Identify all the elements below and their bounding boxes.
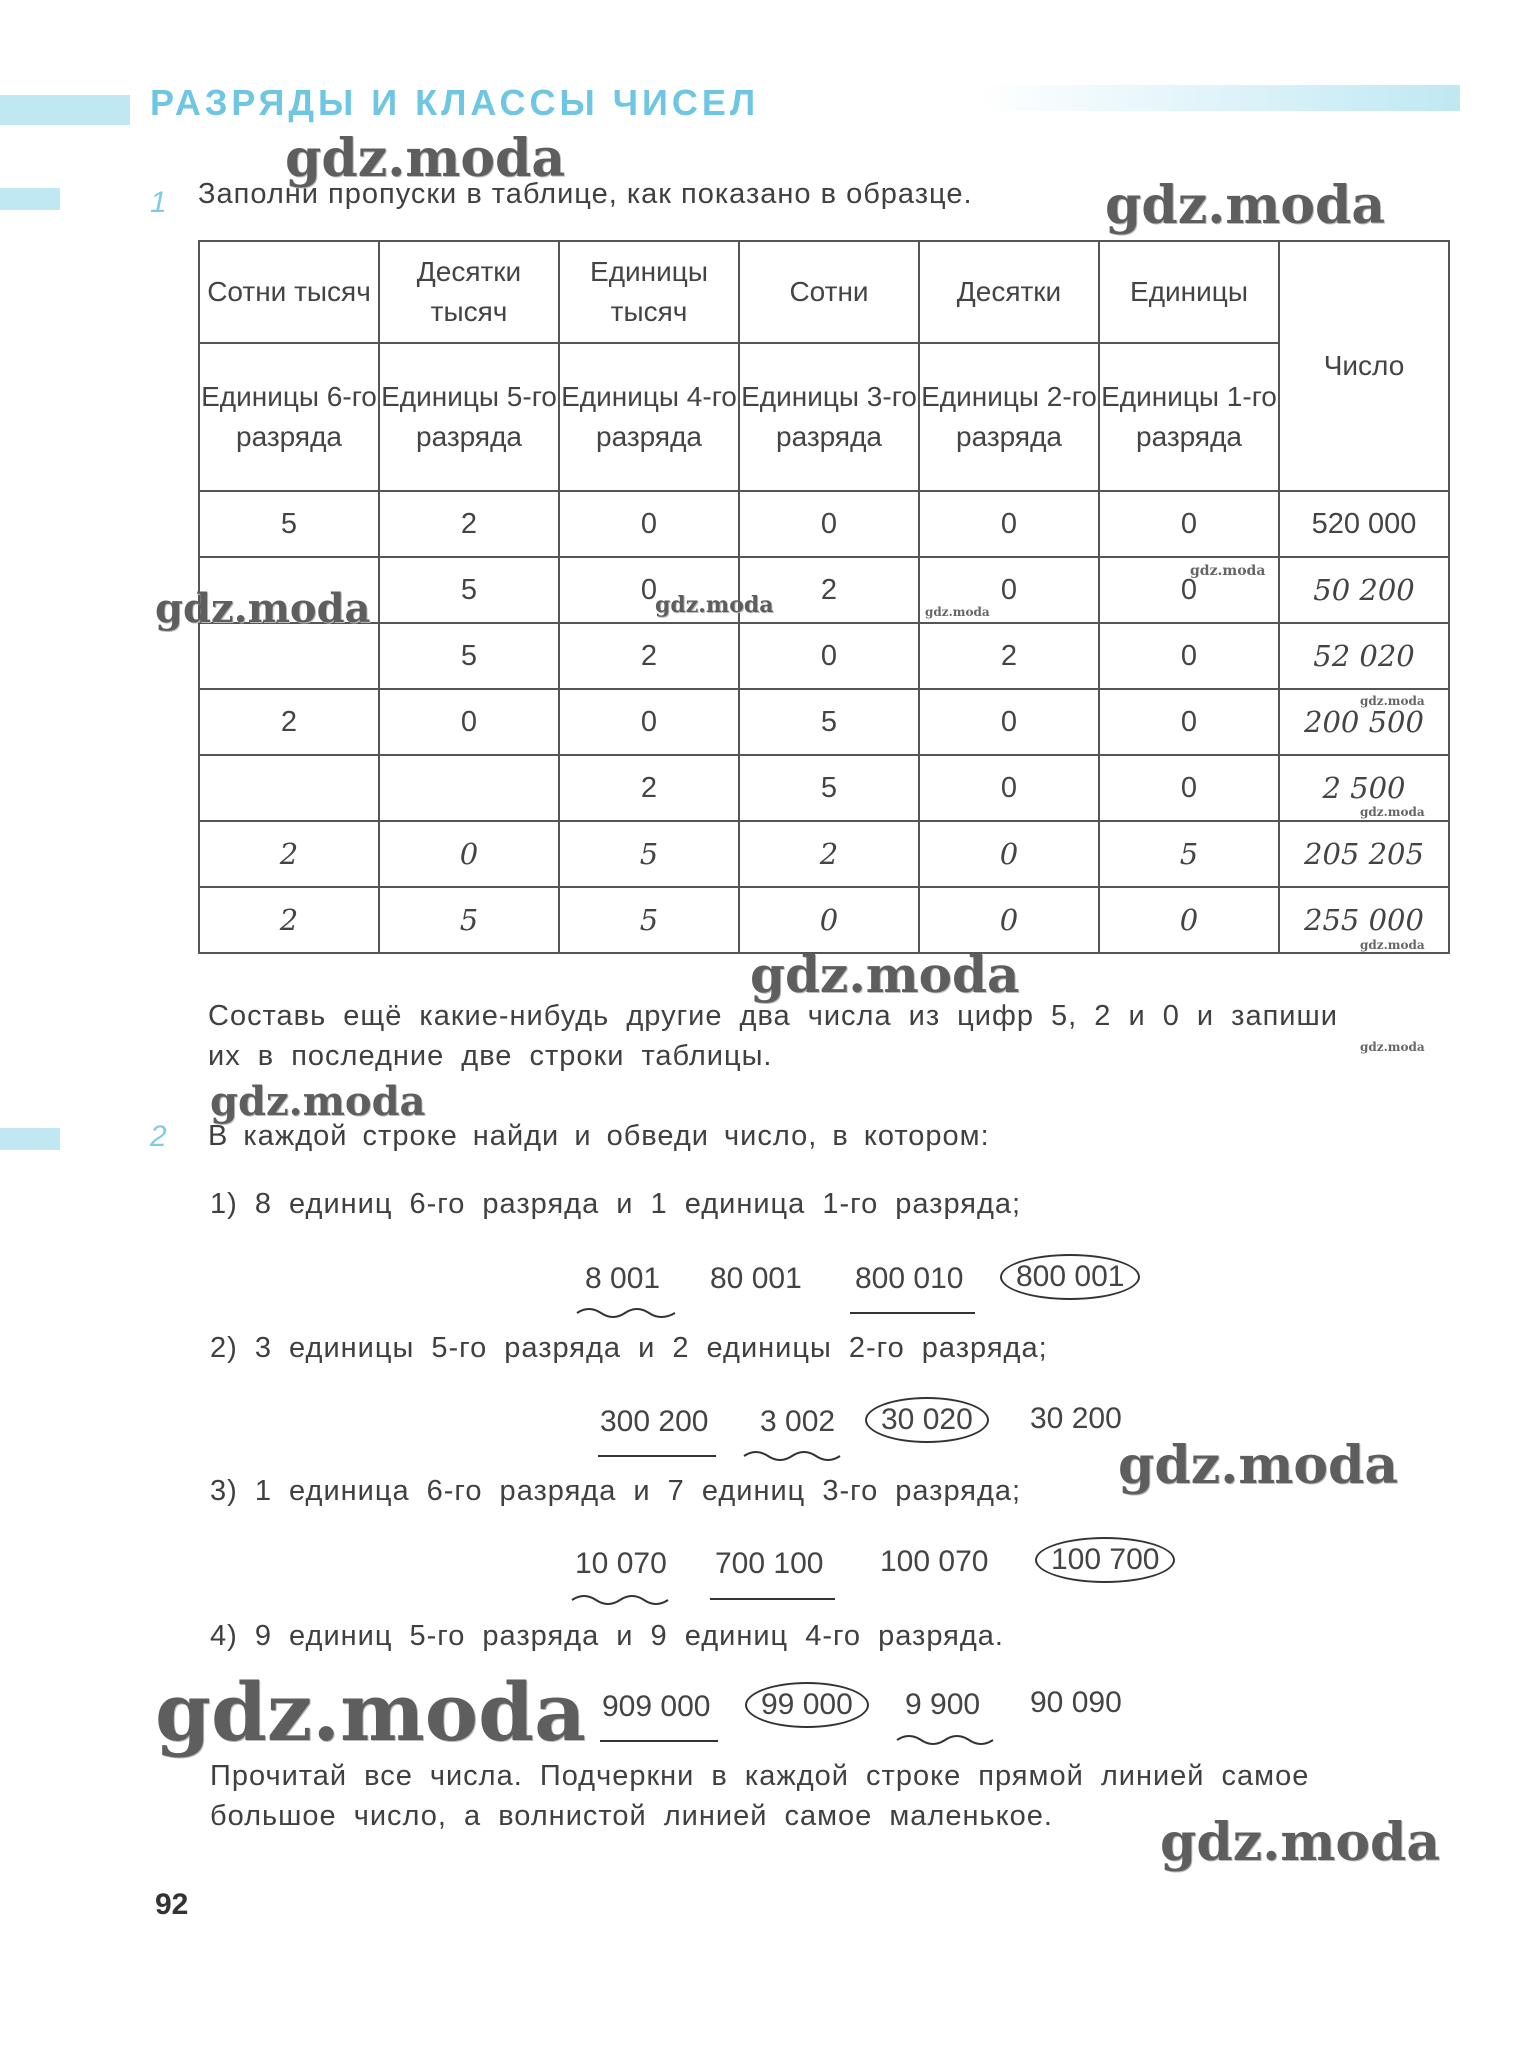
- header-hundreds-thousands: Сотни тысяч: [199, 241, 379, 343]
- header-units-thousands: Единицы тысяч: [559, 241, 739, 343]
- header-rank-6: Единицы 6-го разряда: [199, 343, 379, 491]
- task2-note-line1: Прочитай все числа. Подчеркни в каждой строке прямой линией самое: [210, 1760, 1310, 1792]
- straight-underline-2: [598, 1455, 716, 1457]
- header-tens-thousands: Десятки тысяч: [379, 241, 559, 343]
- table-cell-number-handwritten: 52 020: [1279, 623, 1449, 689]
- table-cell: 0: [379, 689, 559, 755]
- table-header-row-bottom: [199, 343, 1449, 491]
- table-row: [199, 689, 1449, 755]
- digits-table: [198, 240, 1450, 954]
- table-cell: 5: [379, 623, 559, 689]
- option-2-4: 30 200: [1030, 1402, 1122, 1435]
- header-rank-1: Единицы 1-го разряда: [1099, 343, 1279, 491]
- task2-item1-label: 1) 8 единиц 6-го разряда и 1 единица 1-го разряда;: [210, 1188, 1022, 1220]
- table-cell: 2: [379, 491, 559, 557]
- table-cell-number: 520 000: [1279, 491, 1449, 557]
- table-cell-handwritten: 2: [199, 821, 379, 887]
- table-cell: 2: [559, 623, 739, 689]
- watermark: gdz.moda: [210, 1078, 426, 1125]
- option-1-3: 800 010: [855, 1262, 964, 1295]
- option-3-1: 10 070: [575, 1547, 667, 1580]
- table-cell: 5: [379, 557, 559, 623]
- table-cell: 0: [919, 491, 1099, 557]
- table-cell: 0: [559, 557, 739, 623]
- watermark: gdz.moda: [155, 585, 371, 632]
- table-cell: 0: [1099, 557, 1279, 623]
- straight-underline-4: [600, 1740, 718, 1742]
- option-2-3-circled: 30 020: [865, 1397, 989, 1443]
- table-cell-number-handwritten: 255 000: [1279, 887, 1449, 953]
- table-cell: 0: [919, 557, 1099, 623]
- table-cell: 0: [919, 755, 1099, 821]
- table-cell-number-handwritten: 50 200: [1279, 557, 1449, 623]
- table-cell-number-handwritten: 200 500: [1279, 689, 1449, 755]
- table-cell-handwritten: 2: [199, 887, 379, 953]
- table-cell: 5: [199, 491, 379, 557]
- option-1-2: 80 001: [710, 1262, 802, 1295]
- task2-item4-label: 4) 9 единиц 5-го разряда и 9 единиц 4-го разряда.: [210, 1620, 1004, 1652]
- table-cell: 2: [919, 623, 1099, 689]
- table-cell-handwritten: 0: [1099, 887, 1279, 953]
- table-cell: 0: [1099, 491, 1279, 557]
- table-cell: 0: [739, 491, 919, 557]
- watermark: gdz.moda: [1360, 1040, 1425, 1054]
- table-row: [199, 623, 1449, 689]
- table-cell: 5: [739, 689, 919, 755]
- straight-underline-3: [710, 1598, 835, 1600]
- watermark: gdz.moda: [285, 128, 566, 189]
- table-cell-handwritten: 0: [919, 887, 1099, 953]
- watermark: gdz.moda: [1105, 175, 1386, 236]
- table-cell-handwritten: 0: [739, 887, 919, 953]
- watermark: gdz.moda: [1118, 1435, 1399, 1496]
- table-cell: 2: [199, 689, 379, 755]
- table-cell: [199, 755, 379, 821]
- watermark: gdz.moda: [1160, 1812, 1441, 1873]
- table-cell: 5: [739, 755, 919, 821]
- table-row: [199, 887, 1449, 953]
- option-2-1: 300 200: [600, 1405, 709, 1438]
- watermark: gdz.moda: [155, 1665, 586, 1759]
- watermark: gdz.moda: [1360, 938, 1425, 952]
- table-cell-handwritten: 0: [919, 821, 1099, 887]
- watermark: gdz.moda: [1190, 563, 1266, 579]
- task1-number: 1: [150, 186, 167, 219]
- wavy-underline-4: [895, 1732, 995, 1746]
- table-cell-handwritten: 2: [739, 821, 919, 887]
- wavy-underline-1: [575, 1305, 680, 1319]
- option-3-2: 700 100: [715, 1547, 824, 1580]
- table-cell-number-handwritten: 2 500: [1279, 755, 1449, 821]
- table-row: [199, 491, 1449, 557]
- table-cell: 0: [739, 623, 919, 689]
- watermark: gdz.moda: [1360, 694, 1425, 708]
- table-cell: [379, 755, 559, 821]
- task2-item2-label: 2) 3 единицы 5-го разряда и 2 единицы 2-го разряда;: [210, 1332, 1048, 1364]
- task2-item3-label: 3) 1 единица 6-го разряда и 7 единиц 3-го разряда;: [210, 1475, 1022, 1507]
- table-cell: 0: [919, 689, 1099, 755]
- table-row: [199, 755, 1449, 821]
- decor-bar-left-1: [0, 95, 130, 125]
- table-cell: 0: [559, 491, 739, 557]
- option-3-3: 100 070: [880, 1545, 989, 1578]
- wavy-underline-2: [742, 1448, 842, 1462]
- option-2-2: 3 002: [760, 1405, 836, 1438]
- option-4-4: 90 090: [1030, 1686, 1122, 1719]
- table-cell: 0: [1099, 689, 1279, 755]
- task1-note-line2: их в последние две строки таблицы.: [208, 1040, 773, 1072]
- table-cell-handwritten: 5: [1099, 821, 1279, 887]
- table-cell: 2: [739, 557, 919, 623]
- option-1-1: 8 001: [585, 1262, 661, 1295]
- option-3-4-circled: 100 700: [1035, 1537, 1175, 1583]
- header-units: Единицы: [1099, 241, 1279, 343]
- header-hundreds: Сотни: [739, 241, 919, 343]
- decor-bar-top-right: [980, 85, 1460, 111]
- task1-note-line1: Составь ещё какие-нибудь другие два числа из цифр 5, 2 и 0 и запиши: [208, 1000, 1338, 1032]
- table-cell-handwritten: 5: [559, 887, 739, 953]
- table-cell: 0: [1099, 623, 1279, 689]
- table-cell-handwritten: 5: [559, 821, 739, 887]
- header-number: Число: [1279, 241, 1449, 491]
- header-rank-2: Единицы 2-го разряда: [919, 343, 1099, 491]
- straight-underline-1: [850, 1312, 975, 1314]
- table-cell-handwritten: 0: [379, 821, 559, 887]
- header-rank-4: Единицы 4-го разряда: [559, 343, 739, 491]
- task2-number: 2: [150, 1120, 167, 1153]
- header-tens: Десятки: [919, 241, 1099, 343]
- table-cell-number-handwritten: 205 205: [1279, 821, 1449, 887]
- table-cell: 0: [1099, 755, 1279, 821]
- task2-note-line2: большое число, а волнистой линией самое маленькое.: [210, 1800, 1053, 1832]
- watermark: gdz.moda: [1360, 805, 1425, 819]
- table-row: [199, 821, 1449, 887]
- table-cell: [199, 623, 379, 689]
- page-title: РАЗРЯДЫ И КЛАССЫ ЧИСЕЛ: [150, 82, 760, 123]
- table-cell-handwritten: 5: [379, 887, 559, 953]
- watermark: gdz.moda: [925, 605, 990, 619]
- option-4-2-circled: 99 000: [745, 1682, 869, 1728]
- option-1-4-circled: 800 001: [1000, 1254, 1140, 1300]
- task2-text: В каждой строке найди и обведи число, в котором:: [208, 1120, 990, 1152]
- page-number: 92: [155, 1888, 189, 1921]
- table-cell: 2: [559, 755, 739, 821]
- table-cell: 0: [559, 689, 739, 755]
- option-4-1: 909 000: [602, 1690, 711, 1723]
- watermark: gdz.moda: [750, 945, 1020, 1004]
- decor-bar-left-3: [0, 1128, 60, 1150]
- header-rank-3: Единицы 3-го разряда: [739, 343, 919, 491]
- table-header-row-top: [199, 241, 1449, 343]
- wavy-underline-3: [570, 1592, 670, 1606]
- header-rank-5: Единицы 5-го разряда: [379, 343, 559, 491]
- task1-text: Заполни пропуски в таблице, как показано в образце.: [198, 178, 973, 210]
- watermark: gdz.moda: [655, 592, 774, 618]
- decor-bar-left-2: [0, 188, 60, 210]
- option-4-3: 9 900: [905, 1688, 981, 1721]
